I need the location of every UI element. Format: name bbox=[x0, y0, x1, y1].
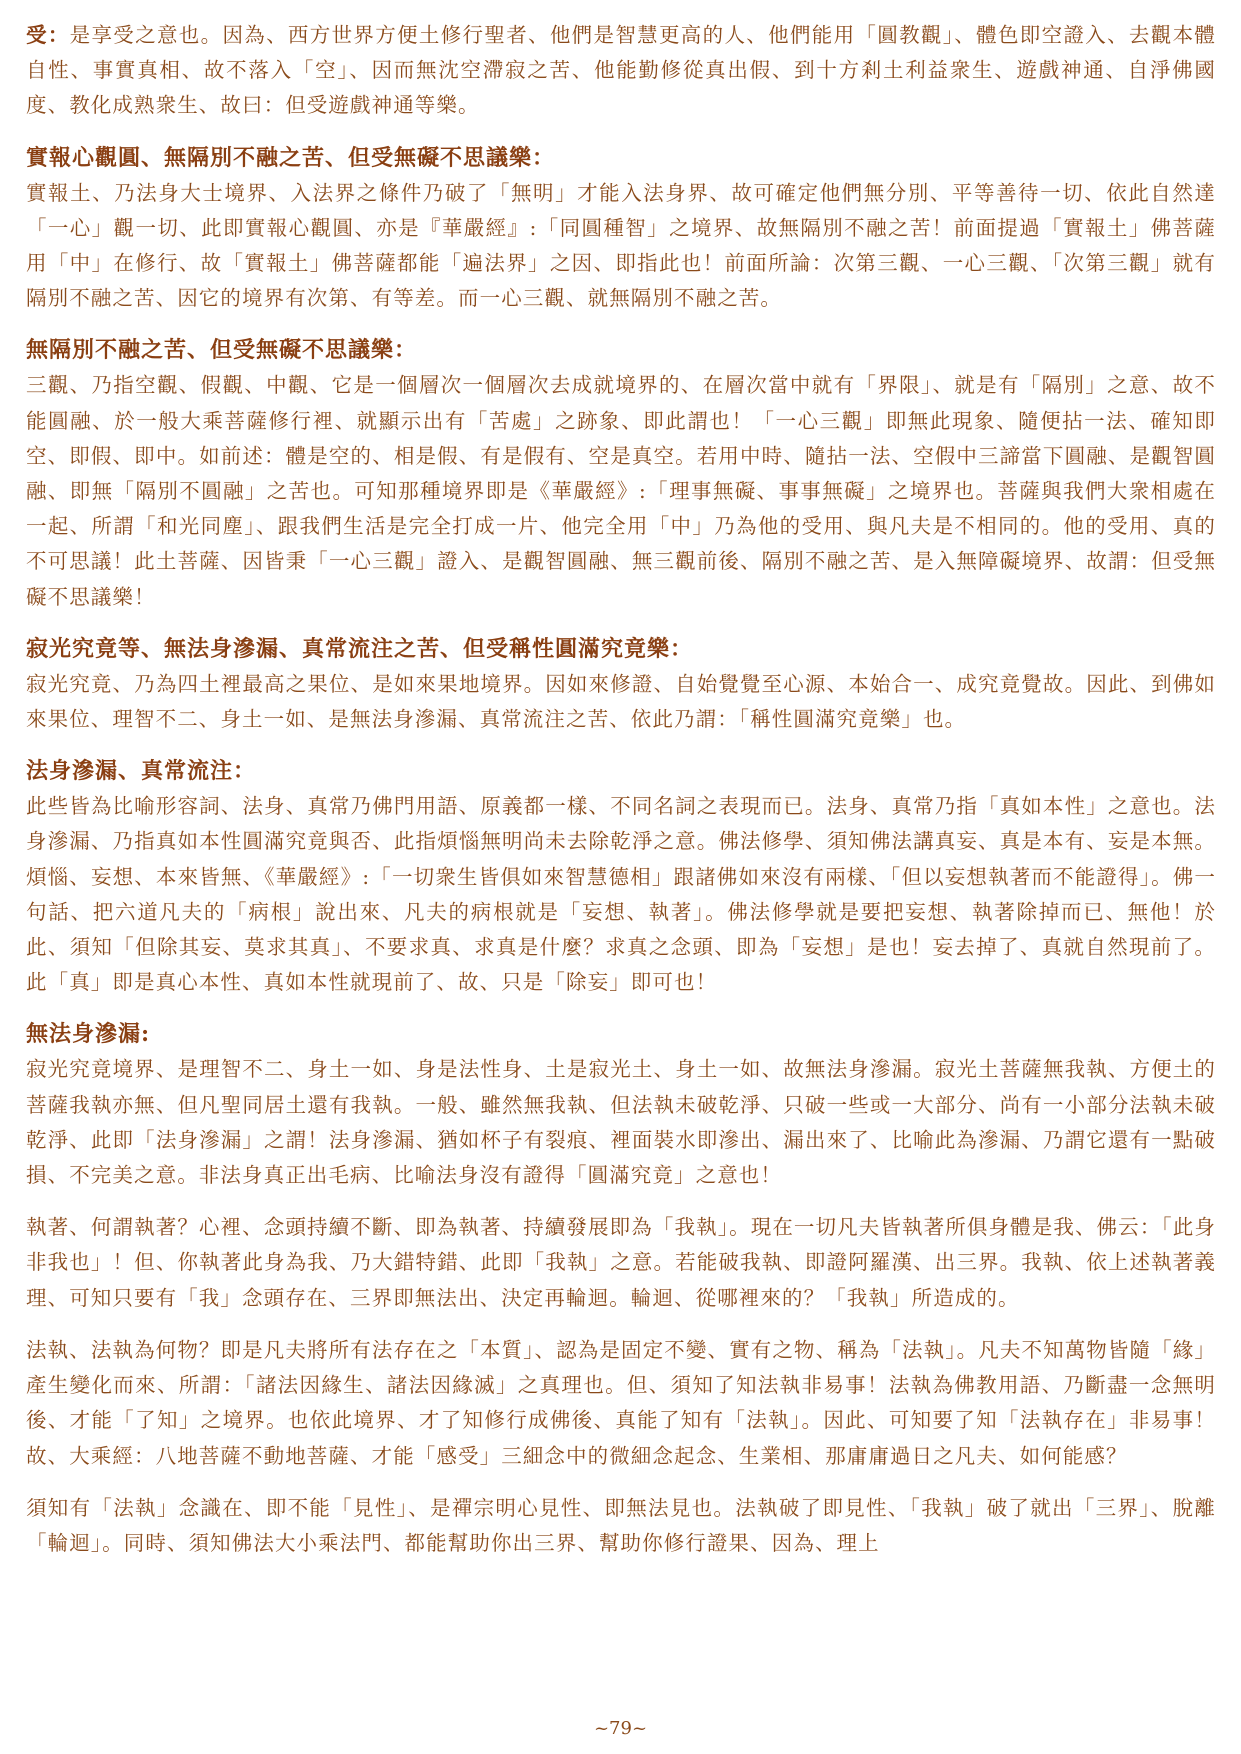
section-heading: 實報心觀圓、無隔別不融之苦、但受無礙不思議樂： bbox=[26, 144, 556, 171]
section-jiguang bbox=[26, 632, 1216, 737]
section-paragraph: 寂光究竟、乃為四土裡最高之果位、是如來果地境界。因如來修證、自始覺覺至心源、本始合一、成究竟覺故。因此、到佛如來果位、理智不二、身土一如、是無法身滲漏、真常流注之苦、依此乃謂：「稱性圓滿究竟樂」也。 bbox=[26, 671, 1216, 732]
section-wugebie bbox=[26, 333, 1216, 614]
section-heading: 無法身滲漏: bbox=[26, 1021, 151, 1048]
section-fashen-shenlou bbox=[26, 754, 1216, 1000]
section-paragraph: 實報土、乃法身大士境界、入法界之條件乃破了「無明」才能入法身界、故可確定他們無分別、平等善待一切、依此自然達「一心」觀一切、此即實報心觀圓、亦是『華嚴經』:「同圓種智」之境界、故無隔別不融之苦！前面提過「實報土」佛菩薩用「中」在修行、故「實報土」佛菩薩都能「遍法界」之因、即指此也！前面所論：次第三觀、一心三觀、「次第三觀」就有隔別不融之苦、因它的境界有次第、有等差。而一心三觀、就無隔別不融之苦。 bbox=[26, 180, 1216, 311]
section-paragraph: 須知有「法執」念識在、即不能「見性」、是禪宗明心見性、即無法見也。法執破了即見性、「我執」破了就出「三界」、脫離「輪迴」。同時、須知佛法大小乘法門、都能幫助你出三界、幫助你修行證果、因為、理上 bbox=[26, 1495, 1216, 1555]
intro-term: 受： bbox=[26, 23, 70, 47]
page-number: ~79~ bbox=[593, 1718, 648, 1739]
section-wu-fashen-shenlou bbox=[26, 1017, 1216, 1561]
section-paragraph: 法執、法執為何物？即是凡夫將所有法存在之「本質」、認為是固定不變、實有之物、稱為「法執」。凡夫不知萬物皆隨「緣」產生變化而來、所謂：「諸法因緣生、諸法因緣滅」之真理也。但、須知了知法執非易事！法執為佛教用語、乃斷盡一念無明後、才能「了知」之境界。也依此境界、才了知修行成佛後、真能了知有「法執」。因此、可知要了知「法執存在」非易事！故、大乘經：八地菩薩不動地菩薩、才能「感受」三細念中的微細念起念、生業相、那庸庸過日之凡夫、如何能感？ bbox=[26, 1337, 1216, 1468]
section-heading: 法身滲漏、真常流注： bbox=[26, 758, 257, 785]
section-paragraph: 執著、何謂執著？心裡、念頭持續不斷、即為執著、持續發展即為「我執」。現在一切凡夫皆執著所俱身體是我、佛云：「此身非我也」！但、你執著此身為我、乃大錯特錯、此即「我執」之意。若能破我執、即證阿羅漢、出三界。我執、依上述執著義理、可知只要有「我」念頭存在、三界即無法出、決定再輪迴。輪迴、從哪裡來的？「我執」所造成的。 bbox=[26, 1215, 1216, 1310]
document-page bbox=[26, 18, 1216, 1578]
section-paragraph: 三觀、乃指空觀、假觀、中觀、它是一個層次一個層次去成就境界的、在層次當中就有「界限」、就是有「隔別」之意、故不能圓融、於一般大乘菩薩修行裡、就顯示出有「苦處」之跡象、即此謂也！「一心三觀」即無此現象、隨便拈一法、確知即空、即假、即中。如前述：體是空的、相是假、有是假有、空是真空。若用中時、隨拈一法、空假中三諦當下圓融、是觀智圓融、即無「隔別不圓融」之苦也。可知那種境界即是《華嚴經》:「理事無礙、事事無礙」之境界也。菩薩與我們大衆相處在一起、所謂「和光同塵」、跟我們生活是完全打成一片、他完全用「中」乃為他的受用、與凡夫是不相同的。他的受用、真的不可思議！此土菩薩、因皆秉「一心三觀」證入、是觀智圓融、無三觀前後、隔別不融之苦、是入無障礙境界、故謂：但受無礙不思議樂！ bbox=[26, 373, 1216, 609]
section-paragraph: 此些皆為比喻形容詞、法身、真常乃佛門用語、原義都一樣、不同名詞之表現而已。法身、真常乃指「真如本性」之意也。法身滲漏、乃指真如本性圓滿究竟與否、此指煩惱無明尚未去除乾淨之意。佛法修學、須知佛法講真妄、真是本有、妄是本無。煩惱、妄想、本來皆無、《華嚴經》:「一切衆生皆俱如來智慧德相」跟諸佛如來沒有兩樣、「但以妄想執著而不能證得」。佛一句話、把六道凡夫的「病根」說出來、凡夫的病根就是「妄想、執著」。佛法修學就是要把妄想、執著除掉而已、無他！於此、須知「但除其妄、莫求其真」、不要求真、求真是什麼？求真之念頭、即為「妄想」是也！妄去掉了、真就自然現前了。此「真」即是真心本性、真如本性就現前了、故、只是「除妄」即可也！ bbox=[26, 794, 1216, 995]
intro-section bbox=[26, 18, 1216, 124]
section-shibao bbox=[26, 141, 1216, 317]
section-heading: 無隔別不融之苦、但受無礙不思議樂： bbox=[26, 337, 418, 364]
intro-paragraph bbox=[26, 18, 1216, 124]
section-heading: 寂光究竟等、無法身滲漏、真常流注之苦、但受稱性圓滿究竟樂： bbox=[26, 635, 694, 662]
intro-text: 是享受之意也。因為、西方世界方便土修行聖者、他們是智慧更高的人、他們能用「圓教觀」、體色即空證入、去觀本體自性、事實真相、故不落入「空」、因而無沈空滯寂之苦、他能勤修從真出假、到十方剎土利益衆生、遊戲神通、自淨佛國度、教化成熟衆生、故曰：但受遊戲神通等樂。 bbox=[26, 23, 1216, 118]
section-paragraph: 寂光究竟境界、是理智不二、身土一如、身是法性身、土是寂光土、身土一如、故無法身滲漏。寂光土菩薩無我執、方便土的菩薩我執亦無、但凡聖同居土還有我執。一般、雖然無我執、但法執未破乾淨、只破一些或一大部分、尚有一小部分法執未破乾淨、此即「法身滲漏」之謂！法身滲漏、猶如杯子有裂痕、裡面裝水即滲出、漏出來了、比喻此為滲漏、乃謂它還有一點破損、不完美之意。非法身真正出毛病、比喻法身沒有證得「圓滿究竟」之意也！ bbox=[26, 1057, 1216, 1188]
